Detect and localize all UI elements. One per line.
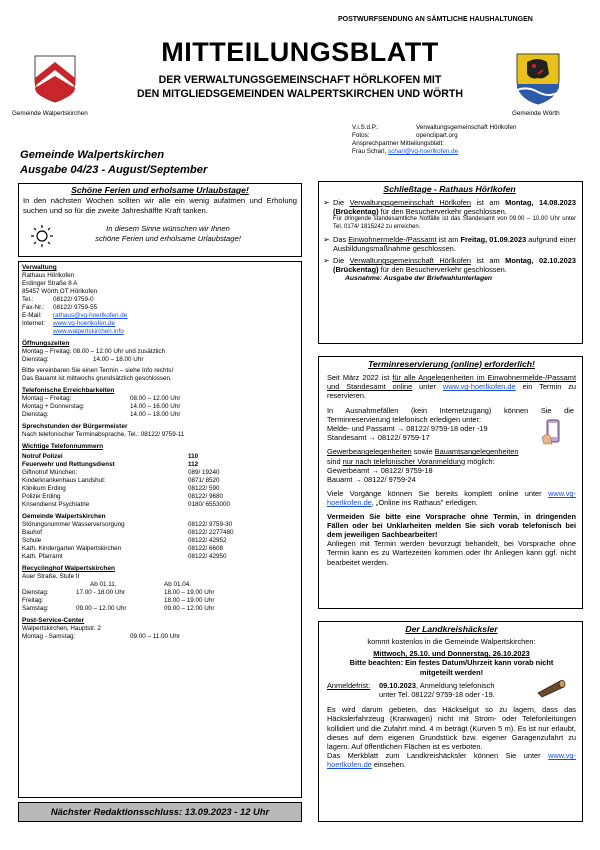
summer-wish: In diesem Sinne wünschen wir Ihnen schöne Ferien und erholsame Urlaubstage!: [95, 224, 241, 243]
closing-note: Ausnahme: Ausgabe der Briefwahlunterlagen: [345, 275, 493, 283]
shredder-title: Der Landkreishäcksler: [405, 624, 498, 634]
closing-item-1: ➢ Die Verwaltungsgemeinschaft Hörlkofen ist am Montag, 14.08.2023 (Brückentag) für den Besucherverkehr geschlossen. Für dringende standesamtliche Notfälle ist das Standesamt von 09.00 – 10.00 Uhr unter Tel. 0174/ 1815242 zu erreichen.: [323, 198, 576, 230]
deadline-banner: Nächster Redaktionsschluss: 13.09.2023 - 12 Uhr: [18, 802, 302, 822]
page-title: MITTEILUNGSBLATT: [161, 37, 439, 67]
sun-icon: [29, 224, 55, 253]
mayor-head: Sprechstunden der Bürgermeister: [22, 423, 128, 430]
top-line: POSTWURFSENDUNG AN SÄMTLICHE HAUSHALTUNGEN: [338, 16, 533, 23]
closing-item-2: ➢ Das Einwohnermelde-/Passamt ist am Freitag, 01.09.2023 aufgrund einer Ausbildungsmaßnahme geschlossen.: [323, 234, 577, 253]
imprint-email-link[interactable]: scharl@vg-hoerlkofen.de: [388, 148, 459, 155]
summer-box: [18, 183, 302, 257]
gemeinde-head: Gemeinde Walpertskirchen: [22, 513, 106, 520]
online-rathaus-link[interactable]: www.vg-hoerlkofen.de: [327, 489, 576, 508]
admin-box: Verwaltung Rathaus Hörlkofen Erdinger Straße 8 A 85457 Wörth OT Hörlkofen Tel.: 08122/ 9759-0 Fax-Nr.: 08122/ 9759-55 E-Mail: rathaus@vg-hoerlkofen.de Internet: www.vg-hoerlkofen.de www.walpertskirchen.info Öffnungszeiten Montag – Freitag: 08.00 – 12.00 Uhr und zusätzlich Dienstag: 14.00 – 18.00 Uhr Bitte vereinbaren Sie einen Termin – siehe Info rechts! Das Bauamt ist mittwochs grundsätzlich geschlossen. Telefonische Erreichbarkeiten Montag – Freitag: 08.00 – 12.00 Uhr Montag + Donnerstag: 14.00 – 16.00 Uhr Dienstag: 14.00 – 18.00 Uhr Sprechstunden der Bürgermeister Nach telefonischer Terminabsprache, Tel.: 08122/ 9759-11 Wichtige Telefonnummern Notruf Polizei 110 Feuerwehr und Rettungsdienst 112 Giftnotruf München: 089/ 19240 Kinderkrankenhaus Landshut: 0871/ 8520 Klinikum Erding 08122/ 590 Polizei Erding 08122/ 9680 Krisendienst Psychiatrie 0180/ 6553000 Gemeinde Walpertskirchen Störungsnummer Wasserversorgung 08122/ 9759-30 Bauhof 08122/ 2277480 Schule 08122/ 42952 Kath. Kindergarten Walpertskirchen 08122/ 6608 Kath. Pfarramt 08122/ 42950 Recyclinghof Walpertskirchen Auer Straße, Stufe II Ab 01.11. Ab 01.04. Dienstag: 17.00 - 18.00 Uhr 18.00 – 19.00 Uhr Freitag: 18.00 – 19.00 Uhr Samstag: 09.00 – 12.00 Uhr 09.00 – 12.00 Uhr Post-Service-Center Walpertskirchen, Hauptstr. 2 Montag - Samstag: 09.00 – 11.00 Uhr: [18, 261, 302, 798]
imprint: V.i.S.d.P.: Verwaltungsgemeinschaft Hörlkofen Fotos: openclipart.org Ansprechpartner Mitteilungsblatt: Frau Scharl, scharl@vg-hoerlkofen.de: [352, 124, 517, 155]
subtitle-2: DEN MITGLIEDSGEMEINDEN WALPERTSKIRCHEN UND WÖRTH: [136, 88, 464, 100]
closing-box: [318, 181, 583, 344]
phone-head: Telefonische Erreichbarkeiten: [22, 387, 115, 394]
termin-link[interactable]: www.vg-hoerlkofen.de: [442, 382, 516, 392]
closing-item-3: ➢ Die Verwaltungsgemeinschaft Hörlkofen ist am Montag, 02.10.2023 (Brückentag) für den Besucherverkehr geschlossen.: [323, 256, 576, 275]
verwaltung-head: Verwaltung: [22, 264, 57, 271]
termin-box: Terminreservierung (online) erforderlich! Seit März 2022 ist für alle Angelegenheiten im Einwohnermelde-/Passamt und Standesamt online unter www.vg-hoerlkofen.de ein Termin zu reservieren. In Ausnahmefällen (kein Internetzugang) können Sie die Terminreservierung telefonisch erledigen unter: Melde- und Passamt → 08122/ 9759-18 oder -19 Standesamt → 08122/ 9759-17 Gewerbeangelegenheiten sowie Bauamtsangelegenheiten sind nur nach telefonischer Voranmeldung möglich: Gewerbeamt → 08122/ 9759-18 Bauamt → 08122/ 9759-24 Viele Vorgänge können Sie bereits komplett online unter www.vg-hoerlkofen.de, „Online ins Rathaus" erledigen. Vermeiden Sie bitte eine Vorsprache ohne Termin, in dringenden Fällen oder bei Unklarheiten melden Sie sich vorab telefonisch bei dem jeweiligen Sachbearbeiter! Anliegen mit Termin werden bevorzugt behandelt, bei Vorsprache ohne Termin kann es zu Wartezeiten kommen oder Ihr Anliegen kann ggf. nicht bearbeitet werden.: [318, 356, 583, 609]
issue-line-1: Gemeinde Walpertskirchen: [20, 149, 165, 161]
termin-title: Terminreservierung (online) erforderlich!: [368, 359, 535, 369]
website-link-walpertskirchen[interactable]: www.walpertskirchen.info: [53, 328, 124, 335]
website-link-vg[interactable]: www.vg-hoerlkofen.de: [53, 320, 115, 327]
summer-text: In den nächsten Wochen sollten wir alle ein wenig aufatmen und Erholung suchen und so für die zweite Jahreshälfte Kraft tanken.: [23, 196, 297, 215]
issue-line-2: Ausgabe 04/23 - August/September: [20, 164, 208, 176]
email-link[interactable]: rathaus@vg-hoerlkofen.de: [53, 312, 128, 319]
subtitle-1: DER VERWALTUNGSGEMEINSCHAFT HÖRLKOFEN MIT: [158, 74, 442, 86]
summer-title: Schöne Ferien und erholsame Urlaubstage!: [71, 185, 249, 195]
shredder-date: Mittwoch, 25.10. und Donnerstag, 26.10.2023: [373, 649, 530, 659]
smartphone-icon: [540, 418, 566, 448]
crest-right-label: Gemeinde Wörth: [512, 110, 560, 117]
shredder-box: Der Landkreishäcksler kommt kostenlos in die Gemeinde Walpertskirchen: Mittwoch, 25.10. und Donnerstag, 26.10.2023 Bitte beachten: Ein festes Datum/Uhrzeit kann vorab nicht mitgeteilt werden! Anmeldefrist: 09.10.2023, Anmeldung telefonisch unter Tel. 08122/ 9759-18 oder -19. Es wird darum gebeten, das Häckselgut so zu lagern, dass das Häckslerfahrzeug (Kranwagen) nicht mit Strom- oder Telefonleitungen kollidiert und die Zufahrt mind. 4 m beträgt (Kurven 5 m). Es ist nur erlaubt, dieses auf dem eigenen Grundstück bzw. eigener Garagenzufahrt zu lagern. Auf öffentlichen Flächen ist es verboten. Das Merkblatt zum Landkreishäcksler können Sie unter www.vg-hoerlkofen.de einsehen.: [318, 621, 583, 822]
termin-warning: Vermeiden Sie bitte eine Vorsprache ohne Termin, in dringenden Fällen oder bei Unklarheiten melden Sie sich vorab telefonisch bei dem jeweiligen Sachbearbeiter!: [327, 511, 576, 540]
closing-title: Schließtage - Rathaus Hörlkofen: [383, 184, 516, 194]
numbers-head: Wichtige Telefonnummern: [22, 443, 104, 450]
post-head: Post-Service-Center: [22, 617, 85, 624]
log-icon: [534, 677, 568, 701]
crest-left-label: Gemeinde Walpertskirchen: [12, 110, 88, 117]
shredder-link[interactable]: www.vg-hoerlkofen.de: [327, 751, 576, 770]
recycling-head: Recyclinghof Walpertskirchen: [22, 565, 115, 572]
hours-head: Öffnungszeiten: [22, 340, 70, 347]
